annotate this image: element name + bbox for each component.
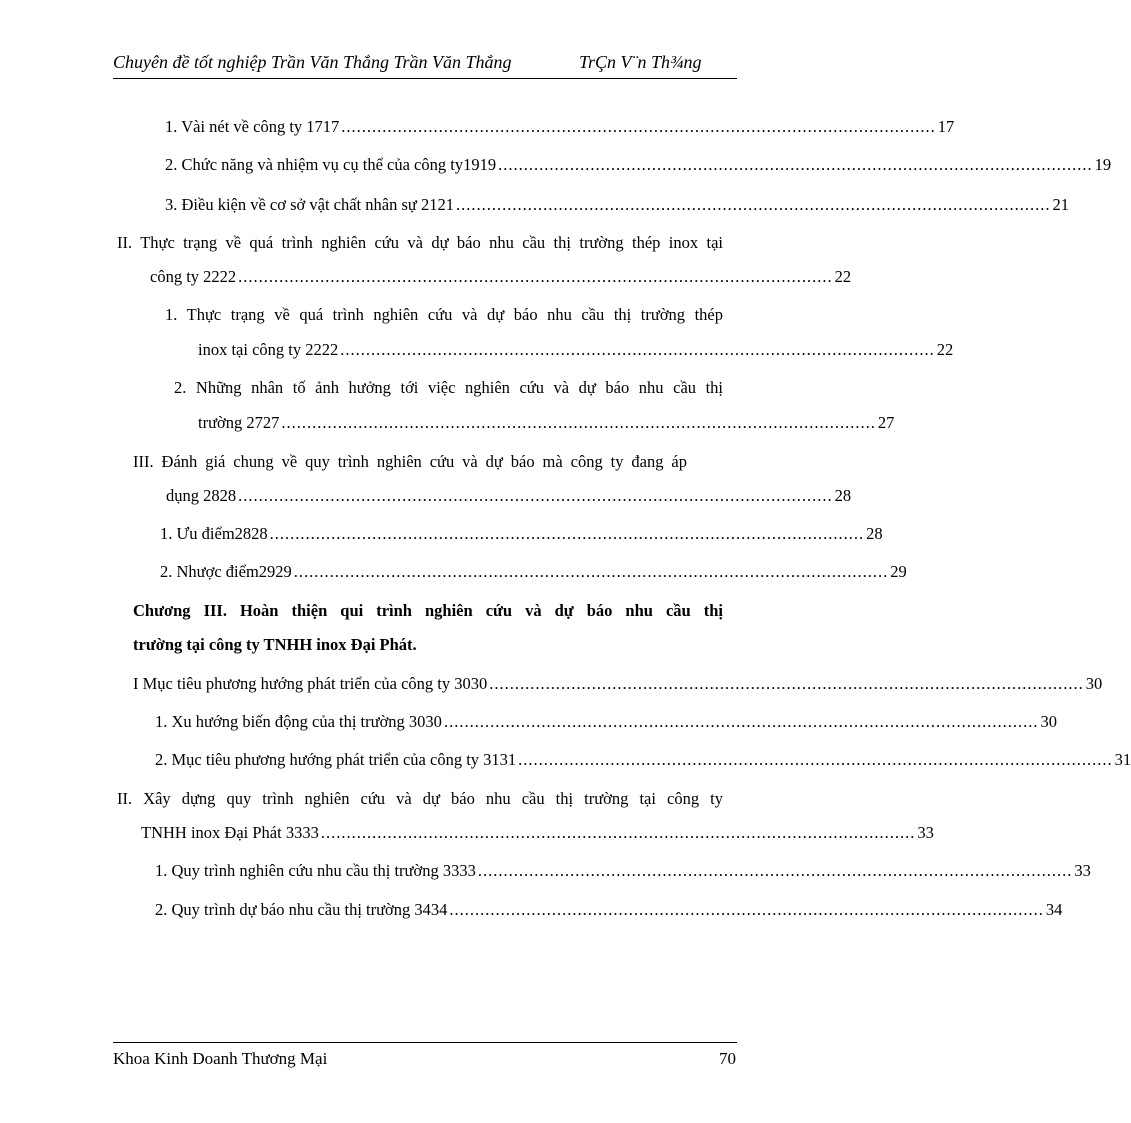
toc-entry-line1[interactable]: 1. Thực trạng về quá trình nghiên cứu và dự báo nhu cầu thị trường thép [165, 305, 723, 324]
toc-entry-page: 17 [937, 117, 955, 136]
toc-entry[interactable] [165, 193, 1069, 217]
toc-entry-page: 22 [936, 340, 954, 359]
leader-dots: .................................................................................................................... [518, 750, 1113, 769]
leader-dots: .................................................................................................................... [443, 712, 1039, 731]
toc-entry[interactable] [165, 115, 955, 139]
toc-entry-title: I Mục tiêu phương hướng phát triển của công ty 3030 [133, 674, 488, 693]
leader-dots: .................................................................................................................... [489, 674, 1084, 693]
leader-dots: .................................................................................................................... [449, 900, 1044, 919]
toc-entry-title: 1. Xu hướng biến động của thị trường 3030 [155, 712, 442, 731]
toc-entry[interactable] [160, 522, 883, 546]
toc-entry-page: 33 [917, 823, 934, 842]
toc-entry-title: 3. Điều kiện về cơ sở vật chất nhân sự 2121 [165, 195, 454, 214]
leader-dots: .................................................................................................................... [320, 823, 916, 842]
toc-entry[interactable] [165, 153, 1112, 177]
toc-entry-page: 34 [1045, 900, 1063, 919]
leader-dots: .................................................................................................................... [269, 524, 865, 543]
leader-dots: .................................................................................................................... [455, 195, 1051, 214]
toc-entry-page: 29 [890, 562, 907, 581]
page-header [113, 52, 737, 79]
chapter-heading-line1[interactable]: Chương III. Hoàn thiện qui trình nghiên cứu và dự báo nhu cầu thị [133, 601, 723, 620]
toc-entry-title: inox tại công ty 2222 [198, 340, 339, 359]
toc-entry-page: 21 [1052, 195, 1069, 214]
header-left-text: Chuyên đề tốt nghiệp Trần Văn Thắng Trần Văn Thắng [113, 52, 512, 72]
toc-entry-line1[interactable]: II. Xây dựng quy trình nghiên cứu và dự báo nhu cầu thị trường tại công ty [117, 789, 723, 808]
toc-entry[interactable] [155, 898, 1063, 922]
toc-entry-title: 1. Quy trình nghiên cứu nhu cầu thị trường 3333 [155, 861, 476, 880]
page-number: 70 [719, 1049, 736, 1068]
toc-entry[interactable] [141, 821, 934, 845]
toc-entry-title: 2. Chức năng và nhiệm vụ cụ thể của công ty1919 [165, 155, 497, 174]
leader-dots: .................................................................................................................... [477, 861, 1073, 880]
toc-entry-page: 30 [1040, 712, 1057, 731]
toc-entry[interactable] [150, 265, 852, 289]
toc-entry[interactable] [166, 484, 852, 508]
toc-entry[interactable] [155, 710, 1057, 734]
toc-entry-page: 27 [877, 413, 895, 432]
leader-dots: .................................................................................................................... [293, 562, 889, 581]
toc-entry-page: 22 [834, 267, 852, 286]
toc-entry-title: dụng 2828 [166, 486, 237, 505]
toc-entry-title: 2. Nhược điểm2929 [160, 562, 292, 581]
toc-entry[interactable] [155, 859, 1091, 883]
toc-entry-title: 1. Ưu điểm2828 [160, 524, 268, 543]
leader-dots: .................................................................................................................... [281, 413, 876, 432]
toc-entry-title: 1. Vài nét về công ty 1717 [165, 117, 340, 136]
toc-entry-title: trường 2727 [198, 413, 280, 432]
leader-dots: .................................................................................................................... [238, 267, 833, 286]
toc-entry-title: công ty 2222 [150, 267, 237, 286]
toc-entry-title: 2. Mục tiêu phương hướng phát triển của công ty 3131 [155, 750, 517, 769]
chapter-heading-line2[interactable]: trường tại công ty TNHH inox Đại Phát. [133, 635, 417, 654]
toc-entry[interactable] [160, 560, 907, 584]
toc-entry-title: 2. Quy trình dự báo nhu cầu thị trường 3434 [155, 900, 448, 919]
toc-entry[interactable] [155, 748, 1131, 772]
toc-entry[interactable] [198, 338, 954, 362]
toc-entry-page: 28 [866, 524, 883, 543]
toc-entry[interactable] [198, 411, 895, 435]
toc-entry-page: 30 [1085, 674, 1103, 693]
toc-entry-page: 31 [1114, 750, 1131, 769]
toc-entry-page: 33 [1074, 861, 1091, 880]
leader-dots: .................................................................................................................... [238, 486, 833, 505]
toc-entry-title: TNHH inox Đại Phát 3333 [141, 823, 319, 842]
toc-entry-page: 19 [1094, 155, 1112, 174]
toc-entry-page: 28 [834, 486, 852, 505]
leader-dots: .................................................................................................................... [340, 340, 935, 359]
leader-dots: .................................................................................................................... [341, 117, 936, 136]
toc-entry-line1[interactable]: III. Đánh giá chung về quy trình nghiên cứu và dự báo mà công ty đang áp [133, 452, 687, 471]
header-right-text: TrÇn V¨n Th¾ng [579, 52, 702, 72]
toc-entry[interactable] [133, 672, 1103, 696]
toc-entry-line1[interactable]: 2. Những nhân tố ảnh hưởng tới việc nghiên cứu và dự báo nhu cầu thị [174, 378, 723, 397]
footer-divider [113, 1042, 737, 1043]
toc-entry-line1[interactable]: II. Thực trạng về quá trình nghiên cứu và dự báo nhu cầu thị trường thép inox tại [117, 233, 723, 252]
footer-department: Khoa Kinh Doanh Thương Mại [113, 1049, 328, 1068]
leader-dots: .................................................................................................................... [498, 155, 1093, 174]
